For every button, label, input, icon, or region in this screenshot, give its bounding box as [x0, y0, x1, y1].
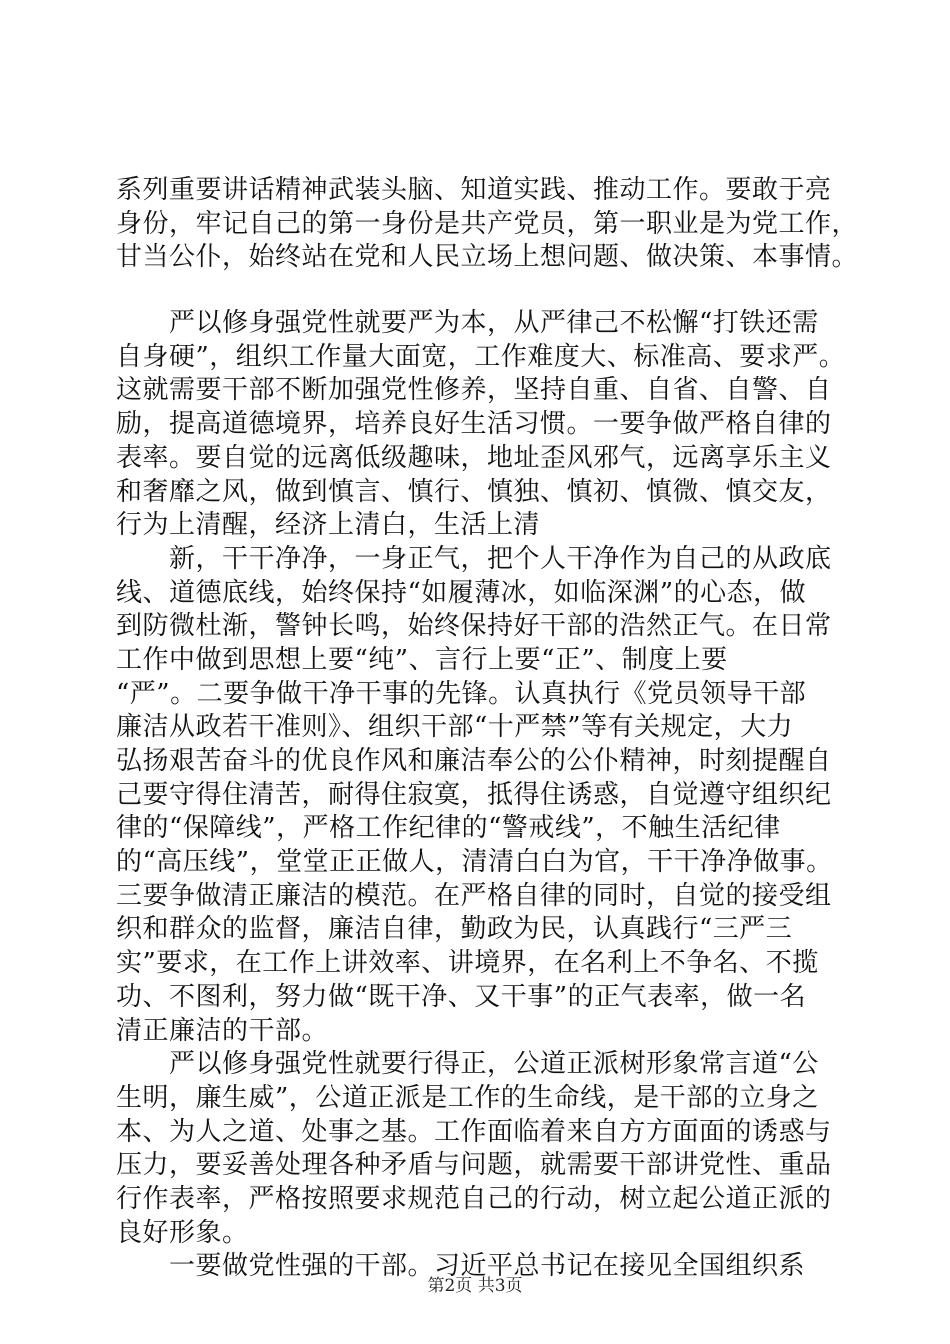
- document-body: [116, 174, 859, 1284]
- text-line: 律的“保障线”，严格工作纪律的“警戒线”，不触生活纪律: [116, 813, 781, 844]
- text-line: 织和群众的监督，廉洁自律，勤政为民，认真践行“三严三: [116, 914, 793, 945]
- text-line: 和奢靡之风，做到慎言、慎行、慎独、慎初、慎微、慎交友，: [116, 476, 832, 507]
- text-line: 系列重要讲话精神武装头脑、知道实践、推动工作。要敢于亮: [116, 175, 832, 205]
- text-line: 生明，廉生威”，公道正派是工作的生命线，是干部的立身之: [116, 1082, 819, 1113]
- text-line: 良好形象。: [116, 1217, 249, 1248]
- text-line: 功、不图利，努力做“既干净、又干事”的正气表率，做一名: [116, 981, 807, 1012]
- text-line: 这就需要干部不断加强党性修养，坚持自重、自省、自警、自: [116, 375, 832, 406]
- text-line: 清正廉洁的干部。: [116, 1015, 329, 1046]
- paragraph-gap: [116, 275, 846, 307]
- text-line: 本、为人之道、处事之基。工作面临着来自方方面面的诱惑与: [116, 1116, 832, 1147]
- text-line: 行作表率，严格按照要求规范自己的行动，树立起公道正派的: [116, 1183, 832, 1214]
- text-line: 严以修身强党性就要行得正，公道正派树形象常言道“公: [116, 1049, 819, 1080]
- text-line: 甘当公仆，始终站在党和人民立场上想问题、做决策、本事情。: [116, 242, 859, 273]
- text-line: 的“高压线”，堂堂正正做人，清清白白为官，干干净净做事。: [116, 847, 833, 878]
- text-line: 压力，要妥善处理各种矛盾与问题，就需要干部讲党性、重品: [116, 1150, 832, 1181]
- page-number-footer: 第2页 共3页: [427, 1276, 523, 1296]
- text-line: 表率。要自觉的远离低级趣味，地址歪风邪气，远离享乐主义: [116, 442, 832, 473]
- text-line: 工作中做到思想上要“纯”、言行上要“正”、制度上要: [116, 644, 728, 675]
- text-line: 三要争做清正廉洁的模范。在严格自律的同时，自觉的接受组: [116, 880, 832, 911]
- text-line: 身份，牢记自己的第一身份是共产党员，第一职业是为党工作，: [116, 208, 859, 239]
- text-line: 行为上清醒，经济上清白，生活上清: [116, 510, 541, 541]
- text-line: 一要做党性强的干部。习近平总书记在接见全国组织系: [116, 1251, 806, 1282]
- text-line: 到防微杜渐，警钟长鸣，始终保持好干部的浩然正气。在日常: [116, 611, 832, 642]
- text-line: 线、道德底线，始终保持“如履薄冰，如临深渊”的心态，做: [116, 577, 807, 608]
- text-line: 新，干干净净，一身正气，把个人干净作为自己的从政底: [116, 543, 832, 574]
- text-line: 自身硬”，组织工作量大面宽，工作难度大、标准高、要求严。: [116, 341, 846, 372]
- text-line: 励，提高道德境界，培养良好生活习惯。一要争做严格自律的: [116, 409, 832, 440]
- text-line: 严以修身强党性就要严为本，从严律己不松懈“打铁还需: [116, 308, 819, 339]
- text-line: 实”要求，在工作上讲效率、讲境界，在名利上不争名、不揽: [116, 948, 819, 979]
- text-line: 己要守得住清苦，耐得住寂寞，抵得住诱惑，自觉遵守组织纪: [116, 779, 832, 810]
- text-line: 廉洁从政若干准则》、组织干部“十严禁”等有关规定，大力: [116, 712, 794, 743]
- text-line: 弘扬艰苦奋斗的优良作风和廉洁奉公的公仆精神，时刻提醒自: [116, 746, 832, 776]
- text-line: “严”。二要争做干净干事的先锋。认真执行《党员领导干部: [116, 678, 807, 709]
